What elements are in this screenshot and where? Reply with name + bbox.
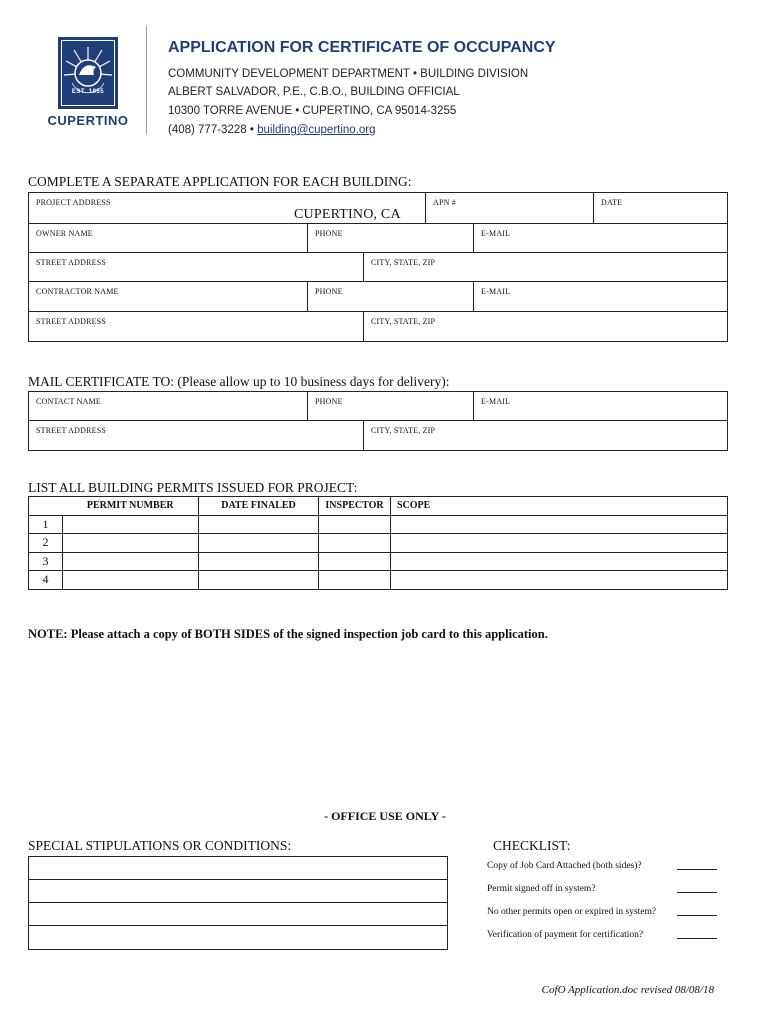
stipulations-heading: SPECIAL STIPULATIONS OR CONDITIONS:: [28, 838, 292, 853]
project-address-label: PROJECT ADDRESS: [36, 198, 111, 207]
form-row-owner-address: [29, 253, 727, 282]
contractor-email-label: E-MAIL: [481, 287, 511, 296]
permits-table: [28, 496, 728, 590]
date-finaled-header: DATE FINALED: [199, 497, 319, 516]
stipulations-box: [28, 856, 448, 950]
inspector-cell[interactable]: [319, 552, 391, 571]
inspector-cell[interactable]: [319, 571, 391, 590]
date-finaled-cell[interactable]: [199, 515, 319, 534]
contact-street-label: STREET ADDRESS: [36, 426, 106, 435]
stipulation-line[interactable]: [29, 857, 447, 880]
contact-city-label: CITY, STATE, ZIP: [371, 426, 436, 435]
cupertino-logo: [42, 37, 134, 129]
inspector-header: INSPECTOR: [319, 497, 391, 516]
form-row-contact: [29, 392, 727, 421]
project-address-field[interactable]: [29, 193, 425, 223]
date-finaled-cell[interactable]: [199, 552, 319, 571]
scope-cell[interactable]: [391, 515, 728, 534]
owner-street-field[interactable]: [29, 253, 363, 281]
checklist-item-signed-off: [487, 884, 727, 894]
row-number: 2: [29, 534, 63, 553]
scope-cell[interactable]: [391, 552, 728, 571]
table-row: [29, 515, 728, 534]
contact-street-field[interactable]: [29, 421, 363, 450]
contact-phone-label: PHONE: [315, 397, 343, 406]
checklist-item-job-card: [487, 861, 727, 871]
office-use-heading: - OFFICE USE ONLY -: [324, 809, 446, 823]
table-row: [29, 552, 728, 571]
stipulation-line[interactable]: [29, 880, 447, 903]
date-finaled-cell[interactable]: [199, 571, 319, 590]
section-mail-heading: MAIL CERTIFICATE TO: (Please allow up to 10 business days for delivery):: [28, 374, 450, 389]
owner-street-label: STREET ADDRESS: [36, 258, 106, 267]
department-line: COMMUNITY DEVELOPMENT DEPARTMENT • BUILDING DIVISION: [168, 68, 529, 80]
mail-certificate-form: [28, 391, 728, 451]
contractor-street-field[interactable]: [29, 312, 363, 341]
checklist-heading: CHECKLIST:: [493, 838, 571, 853]
contractor-email-field[interactable]: [473, 282, 727, 311]
checklist-item-no-open-permits: [487, 907, 727, 917]
checklist-item-label: No other permits open or expired in system?: [487, 907, 657, 917]
official-line: ALBERT SALVADOR, P.E., C.B.O., BUILDING OFFICIAL: [168, 86, 460, 98]
seal-text: EST. 1955: [71, 89, 105, 95]
contact-name-field[interactable]: [29, 392, 307, 420]
row-number: 4: [29, 571, 63, 590]
attachment-note: NOTE: Please attach a copy of BOTH SIDES of the signed inspection job card to this application.: [28, 627, 548, 641]
owner-phone-label: PHONE: [315, 229, 343, 238]
contractor-phone-label: PHONE: [315, 287, 343, 296]
contractor-phone-field[interactable]: [307, 282, 473, 311]
permit-number-cell[interactable]: [63, 515, 199, 534]
contractor-name-field[interactable]: [29, 282, 307, 311]
contractor-city-field[interactable]: [363, 312, 727, 341]
inspector-cell[interactable]: [319, 534, 391, 553]
city-seal-icon: [58, 37, 118, 109]
building-info-form: [28, 192, 728, 342]
project-address-value: CUPERTINO, CA: [294, 207, 401, 222]
owner-email-label: E-MAIL: [481, 229, 511, 238]
permit-number-cell[interactable]: [63, 534, 199, 553]
contractor-name-label: CONTRACTOR NAME: [36, 287, 119, 296]
form-row-owner: [29, 224, 727, 253]
date-finaled-cell[interactable]: [199, 534, 319, 553]
owner-name-label: OWNER NAME: [36, 229, 93, 238]
row-number-header: [29, 497, 63, 516]
checklist-blank[interactable]: [677, 869, 717, 870]
permit-number-cell[interactable]: [63, 552, 199, 571]
checklist-blank[interactable]: [677, 938, 717, 939]
contact-city-field[interactable]: [363, 421, 727, 450]
contractor-street-label: STREET ADDRESS: [36, 317, 106, 326]
form-row-contractor-address: [29, 312, 727, 341]
date-label: DATE: [601, 198, 623, 207]
checklist-blank[interactable]: [677, 915, 717, 916]
address-line: 10300 TORRE AVENUE • CUPERTINO, CA 95014-3255: [168, 105, 457, 117]
scope-cell[interactable]: [391, 534, 728, 553]
phone-text: (408) 777-3228 •: [168, 124, 254, 136]
scope-cell[interactable]: [391, 571, 728, 590]
form-row-contractor: [29, 282, 727, 312]
header-divider: [146, 26, 147, 134]
contact-email-label: E-MAIL: [481, 397, 511, 406]
apn-label: APN #: [433, 198, 457, 207]
contact-name-label: CONTACT NAME: [36, 397, 101, 406]
table-row: [29, 534, 728, 553]
contact-line: [168, 124, 376, 136]
permit-number-cell[interactable]: [63, 571, 199, 590]
owner-city-field[interactable]: [363, 253, 727, 281]
table-row: [29, 571, 728, 590]
apn-field[interactable]: [425, 193, 593, 223]
owner-city-label: CITY, STATE, ZIP: [371, 258, 436, 267]
checklist-blank[interactable]: [677, 892, 717, 893]
page-title: APPLICATION FOR CERTIFICATE OF OCCUPANCY: [168, 39, 556, 56]
permits-header-row: [29, 497, 728, 516]
stipulation-line[interactable]: [29, 926, 447, 949]
permit-number-header: PERMIT NUMBER: [63, 497, 199, 516]
owner-name-field[interactable]: [29, 224, 307, 252]
owner-phone-field[interactable]: [307, 224, 473, 252]
row-number: 1: [29, 515, 63, 534]
owner-email-field[interactable]: [473, 224, 727, 252]
logo-wordmark: CUPERTINO: [47, 113, 129, 128]
revision-footer: CofO Application.doc revised 08/08/18: [541, 984, 714, 996]
checklist-item-label: Permit signed off in system?: [487, 884, 596, 894]
checklist-item-label: Copy of Job Card Attached (both sides)?: [487, 861, 642, 871]
contact-email-field[interactable]: [473, 392, 727, 420]
section-permits-heading: LIST ALL BUILDING PERMITS ISSUED FOR PROJECT:: [28, 480, 358, 495]
email-link[interactable]: building@cupertino.org: [257, 124, 376, 136]
contractor-city-label: CITY, STATE, ZIP: [371, 317, 436, 326]
date-field[interactable]: [593, 193, 727, 223]
scope-header: SCOPE: [391, 497, 728, 516]
section-building-heading: COMPLETE A SEPARATE APPLICATION FOR EACH BUILDING:: [28, 174, 412, 189]
checklist-item-label: Verification of payment for certification?: [487, 930, 644, 940]
form-row-project: [29, 193, 727, 224]
checklist-item-payment: [487, 930, 727, 940]
stipulation-line[interactable]: [29, 903, 447, 926]
contact-phone-field[interactable]: [307, 392, 473, 420]
form-row-contact-address: [29, 421, 727, 450]
inspector-cell[interactable]: [319, 515, 391, 534]
row-number: 3: [29, 552, 63, 571]
